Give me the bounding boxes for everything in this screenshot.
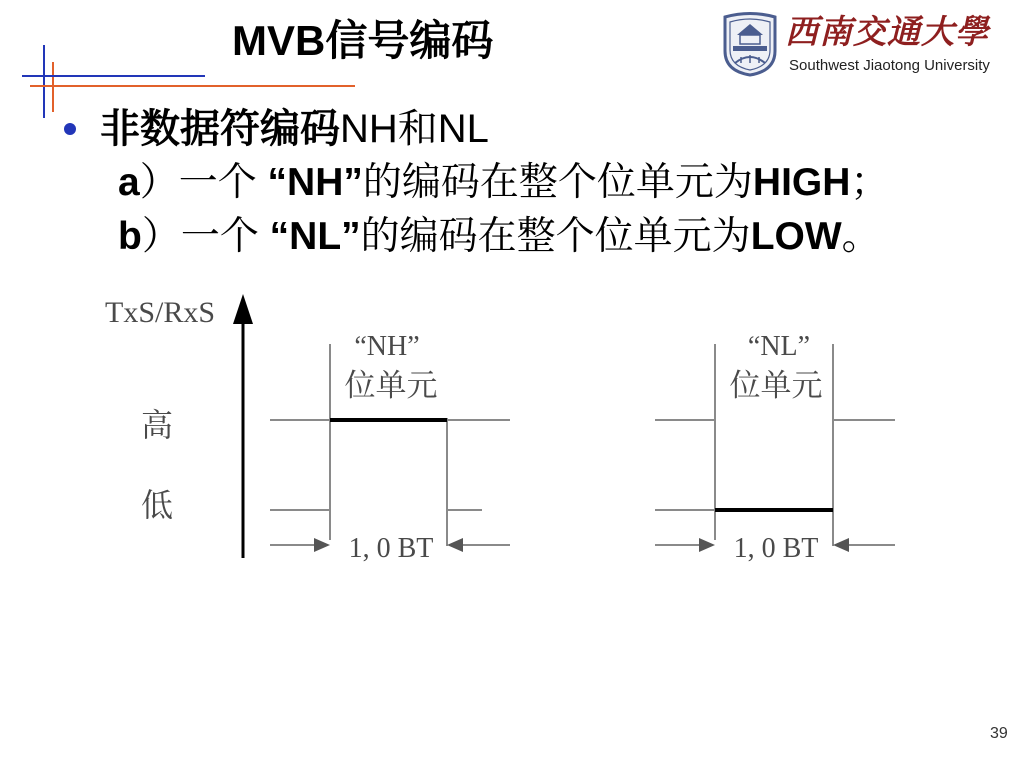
list-item-letter: b [118,215,142,258]
bit-cell-nl [655,331,895,564]
level-label-low: 低 [140,487,174,523]
bit-cell-code: “NL” [747,331,811,362]
bullet-heading-bold: 非数据符编码 [100,107,340,151]
list-item-text: ）一个 [139,161,268,204]
vertical-axis-arrow [233,294,253,558]
bit-cell-unit-label: 位单元 [344,368,438,403]
duration-arrow-right-icon [270,538,330,552]
level-label: LOW [750,215,842,258]
bit-cell-unit-label: 位单元 [729,368,823,403]
list-item-text: 的编码在整个位单元为 [360,215,751,258]
list-item-punctuation: ； [850,161,890,204]
bit-duration-label: 1, 0 BT [348,533,434,564]
duration-arrow-right-icon [655,538,715,552]
list-item-letter: a [118,161,140,204]
level-label: HIGH [752,161,851,204]
bullet-heading-normal: NH和NL [340,107,489,151]
university-name-en: Southwest Jiaotong University [789,57,990,74]
duration-arrow-left-icon [833,538,895,552]
bit-cell-code: “NH” [354,331,420,362]
code-label: “NH” [267,161,363,204]
duration-arrow-left-icon [447,538,510,552]
list-item-punctuation: 。 [841,215,881,258]
axis-label: TxS/RxS [105,296,216,329]
bit-duration-label: 1, 0 BT [733,533,819,564]
code-label: “NL” [269,215,361,258]
list-item-text: ）一个 [141,215,270,258]
page-number: 39 [990,725,1008,742]
slide-title: MVB信号编码 [232,17,494,64]
level-label-high: 高 [140,407,174,443]
university-name-cn: 西南交通大學 [785,15,989,51]
bit-cell-nh [270,331,510,564]
list-item-text: 的编码在整个位单元为 [362,161,753,204]
